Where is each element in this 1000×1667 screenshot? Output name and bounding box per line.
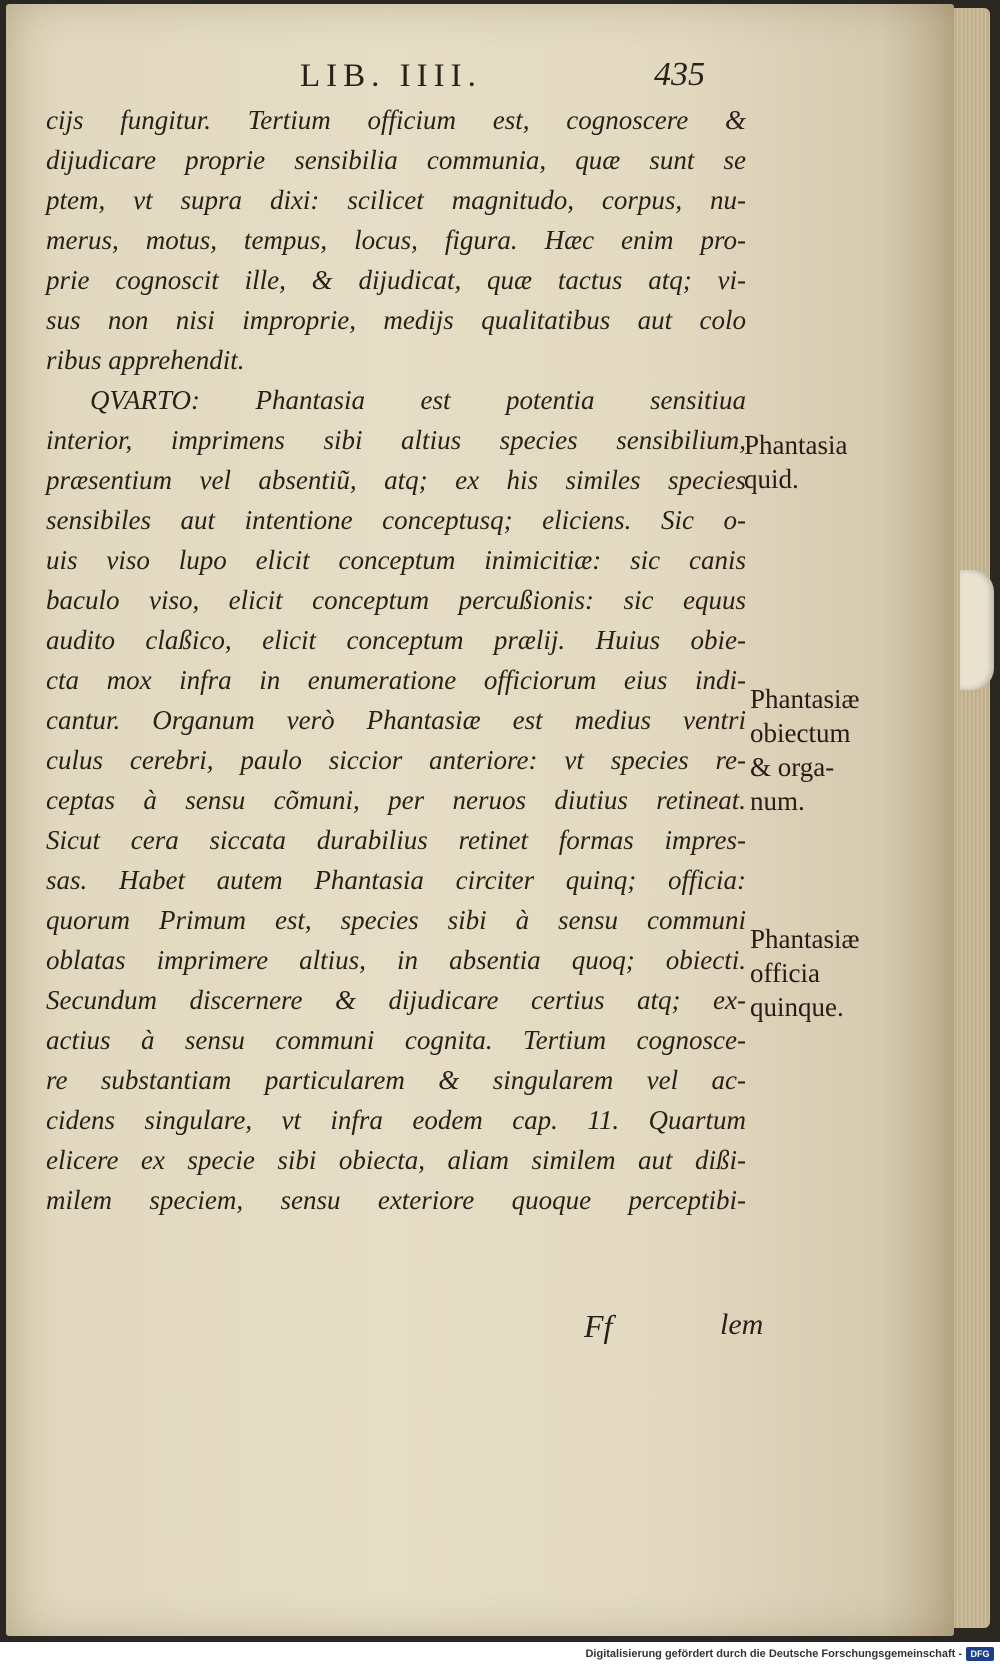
text-line: cantur. Organum verò Phantasiæ est medius ventri bbox=[46, 705, 746, 735]
text-line: baculo viso, elicit conceptum percußionis: sic equus bbox=[46, 585, 746, 615]
text-line: merus, motus, tempus, locus, figura. Hæc enim pro- bbox=[46, 225, 746, 255]
marginal-note-line: quid. bbox=[744, 464, 799, 494]
marginal-note-line: Phantasiæ bbox=[750, 684, 860, 714]
marginal-note-obiectum-organum bbox=[750, 682, 860, 818]
footer-credit: Digitalisierung gefördert durch die Deutsche Forschungsgemeinschaft - bbox=[585, 1648, 962, 1660]
digitization-footer bbox=[0, 1642, 1000, 1667]
text-line: cidens singulare, vt infra eodem cap. 11. Quartum bbox=[46, 1105, 746, 1135]
marginal-note-line: num. bbox=[750, 786, 805, 816]
text-line: QVARTO: Phantasia est potentia sensitiua bbox=[90, 385, 746, 415]
text-line: milem speciem, sensu exteriore quoque perceptibi- bbox=[46, 1185, 746, 1215]
text-line: prie cognoscit ille, & dijudicat, quæ tactus atq; vi- bbox=[46, 265, 746, 295]
marginal-note-line: Phantasia bbox=[744, 430, 848, 460]
folio-number: 435 bbox=[654, 56, 705, 93]
text-line: culus cerebri, paulo siccior anteriore: vt species re- bbox=[46, 745, 746, 775]
text-line: Sicut cera siccata durabilius retinet formas impres- bbox=[46, 825, 746, 855]
text-line: præsentium vel absentiũ, atq; ex his similes species bbox=[46, 465, 746, 495]
marginal-note-line: officia bbox=[750, 958, 820, 988]
text-line: quorum Primum est, species sibi à sensu communi bbox=[46, 905, 746, 935]
page-edges bbox=[954, 8, 990, 1628]
text-line: ribus apprehendit. bbox=[46, 345, 245, 375]
text-line: ceptas à sensu cõmuni, per neruos diutius retineat. bbox=[46, 785, 746, 815]
text-line: cta mox infra in enumeratione officiorum eius indi- bbox=[46, 665, 746, 695]
text-line: Secundum discernere & dijudicare certius atq; ex- bbox=[46, 985, 746, 1015]
marginal-note-phantasia-quid bbox=[744, 428, 847, 496]
text-line: actius à sensu communi cognita. Tertium cognosce- bbox=[46, 1025, 746, 1055]
text-line: interior, imprimens sibi altius species sensibilium, bbox=[46, 425, 746, 455]
running-head: LIB. IIII. bbox=[300, 58, 482, 94]
page-tab-marker bbox=[960, 570, 994, 690]
marginal-note-line: & orga- bbox=[750, 752, 835, 782]
marginal-note-line: quinque. bbox=[750, 992, 844, 1022]
marginal-note-officia bbox=[750, 922, 860, 1024]
dfg-logo: DFG bbox=[966, 1647, 994, 1661]
marginal-note-line: obiectum bbox=[750, 718, 851, 748]
signature-mark: Ff bbox=[584, 1308, 613, 1344]
body-text bbox=[46, 100, 746, 1220]
text-line: audito claßico, elicit conceptum prælij. Huius obie- bbox=[46, 625, 746, 655]
marginal-note-line: Phantasiæ bbox=[750, 924, 860, 954]
text-line: dijudicare proprie sensibilia communia, quæ sunt se bbox=[46, 145, 746, 175]
text-line: sensibiles aut intentione conceptusq; eliciens. Sic o- bbox=[46, 505, 746, 535]
text-line: uis viso lupo elicit conceptum inimicitiæ: sic canis bbox=[46, 545, 746, 575]
text-line: elicere ex specie sibi obiecta, aliam similem aut dißi- bbox=[46, 1145, 746, 1175]
text-line: ptem, vt supra dixi: scilicet magnitudo, corpus, nu- bbox=[46, 185, 746, 215]
text-line: sus non nisi improprie, medijs qualitatibus aut colo bbox=[46, 305, 746, 335]
text-line: oblatas imprimere altius, in absentia quoq; obiecti. bbox=[46, 945, 746, 975]
text-line: sas. Habet autem Phantasia circiter quinq; officia: bbox=[46, 865, 746, 895]
text-line: cijs fungitur. Tertium officium est, cognoscere & bbox=[46, 105, 746, 135]
catchword: lem bbox=[720, 1308, 764, 1341]
text-line: re substantiam particularem & singularem vel ac- bbox=[46, 1065, 746, 1095]
